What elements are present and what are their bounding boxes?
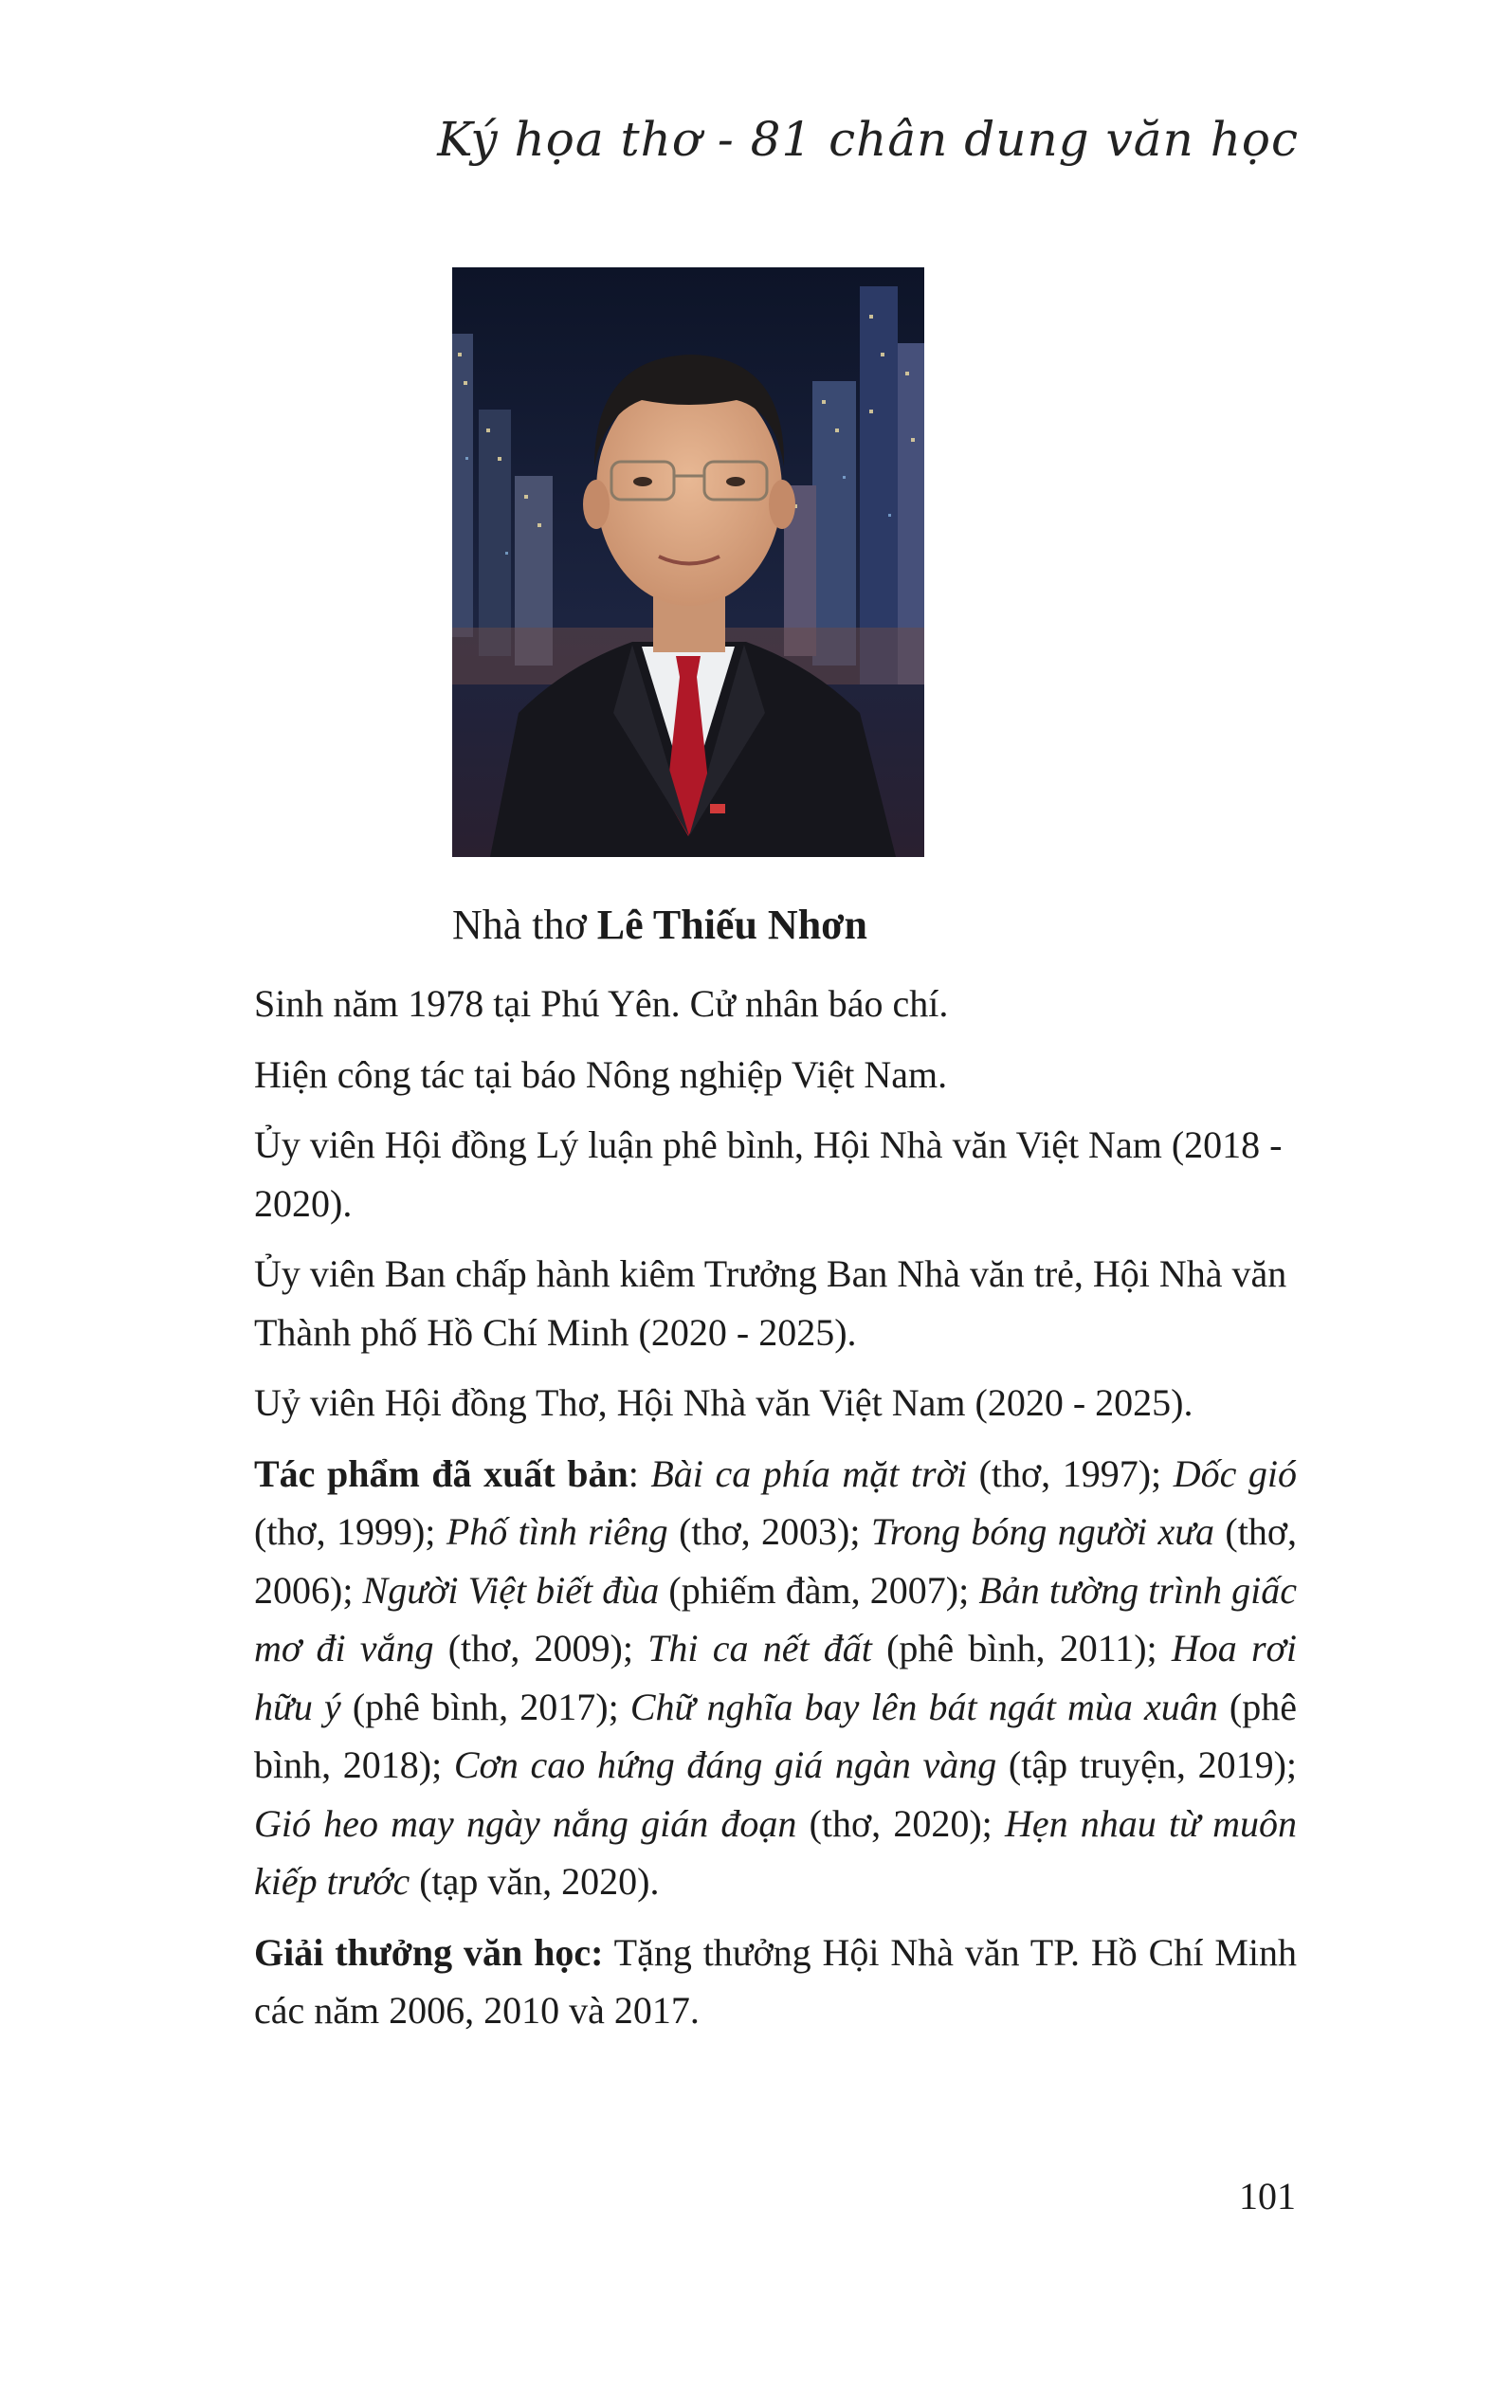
awards-text: Tặng thưởng Hội Nhà văn TP. Hồ Chí Minh các năm 2006, 2010 và 2017. [254,1930,1297,2032]
caption-prefix: Nhà thơ [452,902,587,948]
works-label: Tác phẩm đã xuất bản [254,1451,628,1495]
running-title: Ký họa thơ - 81 chân dung văn học [437,112,1299,167]
work-title: Chữ nghĩa bay lên bát ngát mùa xuân [629,1685,1218,1728]
biography [254,975,1297,2052]
bio-birth: Sinh năm 1978 tại Phú Yên. Cử nhân báo chí. [254,982,949,1025]
work-note: (thơ, 2009); [433,1627,648,1669]
work-title: Người Việt biết đùa [362,1568,660,1612]
work-title: Dốc gió [1173,1451,1297,1495]
work-title: Thi ca nết đất [647,1627,872,1669]
work-title: Phố tình riêng [446,1510,668,1553]
awards-label: Giải thưởng văn học: [254,1930,604,1974]
work-title: Cơn cao hứng đáng giá ngàn vàng [453,1743,997,1786]
work-note: (tập truyện, 2019); [996,1743,1298,1786]
work-note: (thơ, 1997); [967,1451,1174,1495]
work-title: Trong bóng người xưa [870,1510,1215,1553]
bio-council-theory: Ủy viên Hội đồng Lý luận phê bình, Hội Nhà văn Việt Nam (2018 - 2020). [254,1123,1283,1225]
work-note: (phê bình, 2017); [340,1685,630,1728]
bio-executive-committee: Ủy viên Ban chấp hành kiêm Trưởng Ban Nhà văn trẻ, Hội Nhà văn Thành phố Hồ Chí Minh (2020 - 2025). [254,1252,1287,1354]
work-title: Hẹn nhau từ muôn kiếp trước [254,1801,1297,1903]
author-portrait [452,267,924,857]
work-note: (phê bình, 2018); [254,1685,1297,1786]
work-title: Bản tường trình giấc mơ đi vắng [254,1568,1298,1669]
work-note: (tạp văn, 2020). [410,1860,660,1903]
work-title: Hoa rơi hữu ý [254,1627,1297,1728]
work-title: Bài ca phía mặt trời [650,1451,968,1495]
author-name: Lê Thiếu Nhơn [596,902,868,948]
work-note: (thơ, 2006); [254,1510,1297,1612]
works-list [254,1452,1297,1904]
work-note: (phiếm đàm, 2007); [659,1568,979,1612]
work-note: (thơ, 2003); [667,1510,871,1553]
page-number: 101 [1239,2175,1296,2217]
portrait-caption [452,901,867,949]
portrait-image [452,267,924,857]
work-note: (thơ, 1999); [254,1510,446,1553]
bio-poetry-council: Uỷ viên Hội đồng Thơ, Hội Nhà văn Việt Nam (2020 - 2025). [254,1381,1193,1424]
work-note: (phê bình, 2011); [871,1627,1172,1669]
work-title: Gió heo may ngày nắng gián đoạn [254,1801,797,1845]
bio-current-work: Hiện công tác tại báo Nông nghiệp Việt Nam. [254,1052,948,1096]
work-note: (thơ, 2020); [796,1801,1005,1845]
published-works: Tác phẩm đã xuất bản: Bài ca phía mặt trời (thơ, 1997); Dốc gió (thơ, 1999); Phố tình riêng (thơ, 2003); Trong bóng người xưa (thơ, 2006); Người Việt biết đùa (phiếm đàm, 2007); Bản tường trình giấc mơ đi vắng (thơ, 2009); Thi ca nết đất (phê bình, 2011); Hoa rơi hữu ý (phê bình, 2017); Chữ nghĩa bay lên bát ngát mùa xuân (phê bình, 2018); Cơn cao hứng đáng giá ngàn vàng (tập truyện, 2019); Gió heo may ngày nắng gián đoạn (thơ, 2020); Hẹn nhau từ muôn kiếp trước (tạp văn, 2020). [254,1451,1298,1903]
literary-awards [254,1924,1297,2040]
